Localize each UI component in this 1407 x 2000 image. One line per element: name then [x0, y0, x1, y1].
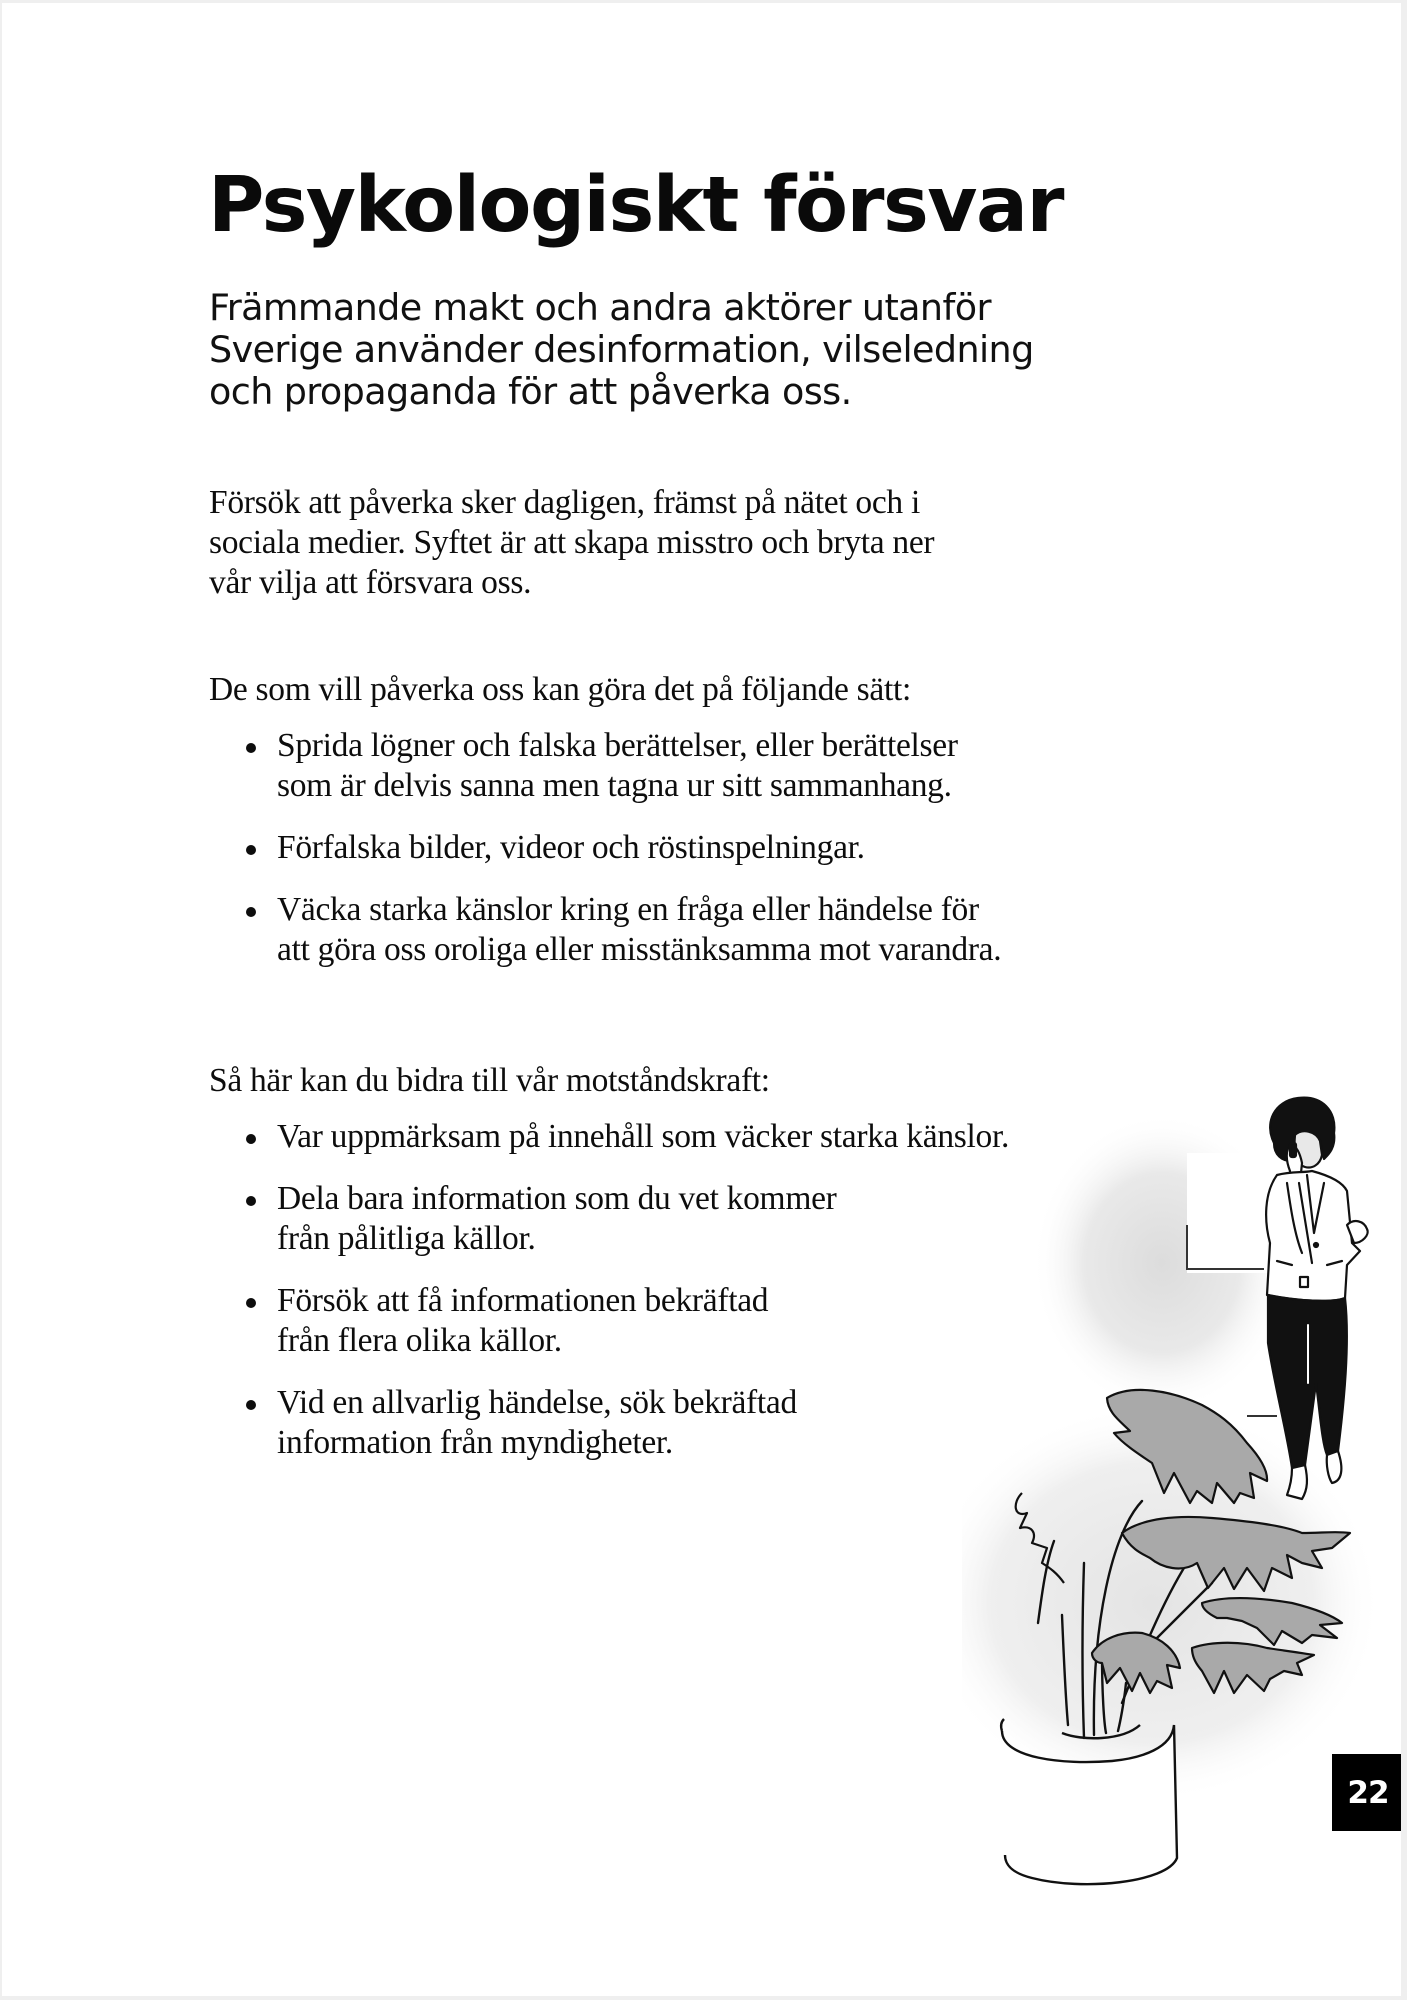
list-item — [240, 1383, 1009, 1463]
bullet-icon — [246, 1400, 256, 1410]
list-item — [240, 1179, 1009, 1259]
lead-paragraph — [209, 287, 1169, 413]
phone — [1290, 1143, 1296, 1157]
lead-line: Främmande makt och andra aktörer utanför — [209, 286, 991, 329]
list-item — [240, 726, 1001, 806]
list-item-line: från pålitliga källor. — [277, 1220, 536, 1257]
bullet-icon — [246, 1298, 256, 1308]
paragraph-line: vår vilja att försvara oss. — [209, 564, 532, 601]
bullet-icon — [246, 743, 256, 753]
list-item-line: från flera olika källor. — [277, 1322, 562, 1359]
belt-buckle — [1300, 1277, 1308, 1287]
shoe — [1327, 1451, 1342, 1483]
page-number-badge: 22 — [1332, 1754, 1401, 1831]
page-title: Psykologiskt försvar — [208, 161, 1063, 250]
list-item-line: Sprida lögner och falska berättelser, eller berättelser — [277, 727, 958, 764]
list-item-line: som är delvis sanna men tagna ur sitt sammanhang. — [277, 767, 952, 804]
section1-bullet-list — [240, 726, 1001, 992]
list-item — [240, 1281, 1009, 1361]
bullet-icon — [246, 907, 256, 917]
blazer — [1266, 1171, 1360, 1301]
list-item-line: Försök att få informationen bekräftad — [277, 1282, 769, 1319]
list-item-line: Förfalska bilder, videor och röstinspelningar. — [277, 829, 865, 866]
list-item-line: att göra oss oroliga eller misstänksamma mot varandra. — [277, 931, 1002, 968]
list-item — [240, 890, 1001, 970]
body-paragraph — [209, 483, 934, 603]
bullet-icon — [246, 845, 256, 855]
list-item-line: Vid en allvarlig händelse, sök bekräftad — [277, 1384, 797, 1421]
document-page — [2, 3, 1401, 1996]
list-item-line: Var uppmärksam på innehåll som väcker starka känslor. — [277, 1118, 1010, 1155]
paragraph-line: Försök att påverka sker dagligen, främst på nätet och i — [209, 484, 920, 521]
lead-line: och propaganda för att påverka oss. — [209, 370, 852, 413]
list-item-line: Dela bara information som du vet kommer — [277, 1180, 837, 1217]
paragraph-line: sociala medier. Syftet är att skapa misstro och bryta ner — [209, 524, 935, 561]
section1-intro — [209, 670, 911, 710]
section2-intro-text: Så här kan du bidra till vår motståndskraft: — [209, 1062, 770, 1099]
wall-panel — [1187, 1153, 1267, 1273]
list-item — [240, 1117, 1009, 1157]
list-item — [240, 828, 1001, 868]
section2-intro — [209, 1061, 770, 1101]
list-item-line: information från myndigheter. — [277, 1424, 673, 1461]
bullet-icon — [246, 1196, 256, 1206]
bullet-icon — [246, 1134, 256, 1144]
section1-intro-text: De som vill påverka oss kan göra det på följande sätt: — [209, 671, 911, 708]
section2-bullet-list — [240, 1117, 1009, 1485]
lead-line: Sverige använder desinformation, vilseledning — [209, 328, 1034, 371]
list-item-line: Väcka starka känslor kring en fråga eller händelse för — [277, 891, 979, 928]
